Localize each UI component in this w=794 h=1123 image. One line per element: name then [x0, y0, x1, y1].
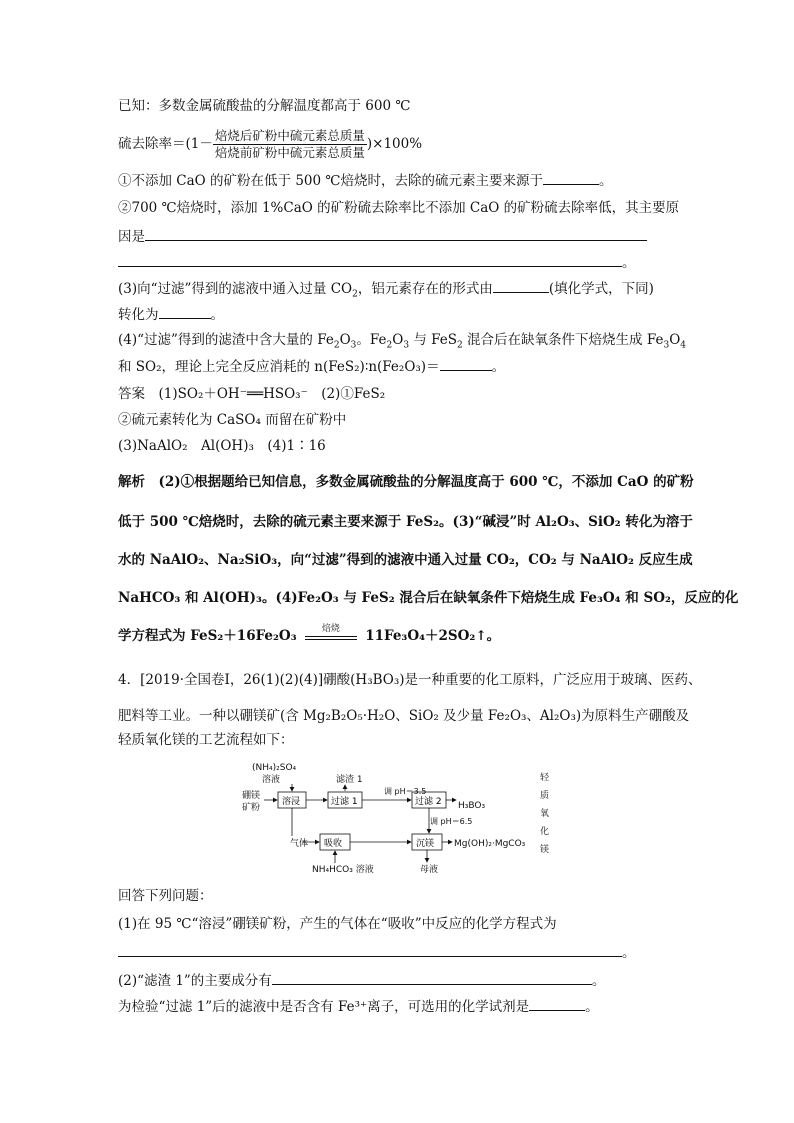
answer-blank[interactable]	[118, 252, 622, 267]
svg-text:化: 化	[540, 827, 550, 837]
q3-line2: 转化为 。	[118, 304, 224, 325]
q2-item2-cont: 因是	[118, 226, 647, 247]
product-h3bo3: H₃BO₃	[458, 801, 486, 811]
svg-text:轻: 轻	[540, 773, 550, 783]
answer-line1: 答案 (1)SO₂＋OH⁻══HSO₃⁻ (2)①FeS₂	[118, 386, 386, 402]
ph1-label: 调 pH＝3.5	[384, 787, 427, 796]
q4-line1: (4)“过滤”得到的滤渣中含大量的 $Fe_2O_3$。$Fe_2O_3$ 与 FeS$_2$ 混合后在缺氧条件下焙烧生成 $Fe_3O_4$	[118, 332, 686, 351]
answer-blank[interactable]	[543, 170, 599, 185]
formula-line: 硫去除率＝(1－ $\frac{\text{焙烧后矿粉中硫元素总质量}}{\text{焙烧前矿粉中硫元素总质量}}$ )×100%	[118, 128, 423, 160]
analysis-line1: 解析 (2)①根据题给已知信息，多数金属硫酸盐的分解温度高于 600 ℃，不添加 CaO 的矿粉	[118, 474, 694, 490]
q2-item1: ①不添加 CaO 的矿粉在低于 500 ℃焙烧时，去除的硫元素主要来源于 。	[118, 170, 612, 191]
answer-blank[interactable]	[118, 942, 622, 957]
dissolve-box-label: 溶浸	[282, 797, 301, 807]
svg-text:质: 质	[540, 791, 550, 801]
reagent-top-label2: 溶液	[262, 775, 281, 785]
precip-box-label: 沉镁	[416, 839, 435, 849]
fraction: $\frac{\text{焙烧后矿粉中硫元素总质量}}{\text{焙烧前矿粉中硫元素总质量}}$	[214, 128, 365, 160]
answer-blank[interactable]	[159, 304, 211, 319]
answer-blank[interactable]	[145, 226, 647, 241]
q4-next-line2: 肥料等工业。一种以硼镁矿(含 Mg₂B₂O₅·H₂O、SiO₂ 及少量 Fe₂O₃、Al₂O₃)为原料生产硼酸及	[118, 708, 690, 724]
analysis-line3: 水的 NaAlO₂、Na₂SiO₃，向“过滤”得到的滤液中通入过量 CO₂，CO₂ 与 NaAlO₂ 反应生成	[118, 552, 693, 568]
analysis-line4: NaHCO₃ 和 Al(OH)₃。(4)Fe₂O₃ 与 FeS₂ 混合后在缺氧条件下焙烧生成 Fe₃O₄ 和 SO₂，反应的化	[118, 590, 739, 606]
q4-next-line1: 4．[2019·全国卷Ⅰ，26(1)(2)(4)]硼酸(H₃BO₃)是一种重要的化工原料，广泛应用于玻璃、医药、	[118, 672, 702, 688]
product-mg: Mg(OH)₂·MgCO₃	[454, 839, 526, 849]
q2-item2: ②700 ℃焙烧时，添加 1%CaO 的矿粉硫去除率比不添加 CaO 的矿粉硫去除率低，其主要原	[118, 200, 680, 216]
question1: (1)在 95 ℃“溶浸”硼镁矿粉，产生的气体在“吸收”中反应的化学方程式为	[118, 916, 557, 932]
svg-text:氧: 氧	[540, 809, 550, 819]
reaction-arrow: 焙烧	[305, 627, 357, 640]
residue1-label: 滤渣 1	[336, 775, 363, 785]
reagent-top-label: (NH₄)₂SO₄	[252, 763, 297, 773]
svg-text:镁: 镁	[540, 845, 550, 855]
reagent-bottom-label: NH₄HCO₃ 溶液	[312, 865, 374, 875]
gas-label: 气体	[290, 839, 309, 849]
answer-blank[interactable]	[440, 356, 492, 371]
answer-blank[interactable]	[529, 996, 585, 1011]
filter2-box-label: 过滤 2	[415, 797, 442, 807]
known-line: 已知：多数金属硫酸盐的分解温度都高于 600 ℃	[118, 98, 411, 114]
absorb-box-label: 吸收	[324, 839, 343, 849]
questions-intro: 回答下列问题：	[118, 888, 213, 904]
question3: 为检验“过滤 1”后的滤液中是否含有 Fe³⁺离子，可选用的化学试剂是 。	[118, 996, 599, 1017]
answer-blank[interactable]	[493, 278, 549, 293]
analysis-line5: 学方程式为 FeS₂＋16Fe₂O₃ 焙烧 11Fe₃O₄＋2SO₂↑。	[118, 624, 501, 644]
q4-next-line3: 轻质氧化镁的工艺流程如下：	[118, 732, 294, 748]
q3-line1: (3)向“过滤”得到的滤液中通入过量 $CO_2$，铝元素存在的形式由 (填化学式，下同)	[118, 278, 654, 305]
ph2-label: 调 pH＝6.5	[430, 817, 473, 826]
input-label2: 矿粉	[242, 803, 261, 813]
process-flow-diagram	[240, 760, 570, 880]
answer-blank[interactable]	[272, 970, 592, 985]
answer-line3: (3)NaAlO₂ Al(OH)₃ (4)1∶16	[118, 438, 326, 454]
question2: (2)“滤渣 1”的主要成分有 。	[118, 970, 605, 991]
answer-line2: ②硫元素转化为 CaSO₄ 而留在矿粉中	[118, 412, 347, 428]
q2-item2-line2: 。	[118, 252, 636, 273]
mother-liquor-label: 母液	[420, 865, 439, 875]
analysis-line2: 低于 500 ℃焙烧时，去除的硫元素主要来源于 FeS₂。(3)“碱浸”时 Al₂O₃、SiO₂ 转化为溶于	[118, 514, 693, 530]
question1-answer-line: 。	[118, 942, 636, 963]
final-product-label	[540, 771, 550, 855]
input-label1: 硼镁	[242, 791, 261, 801]
q4-line2: 和 SO₂，理论上完全反应消耗的 n(FeS₂)∶n(Fe₂O₃)＝ 。	[118, 356, 505, 377]
filter1-box-label: 过滤 1	[331, 797, 358, 807]
